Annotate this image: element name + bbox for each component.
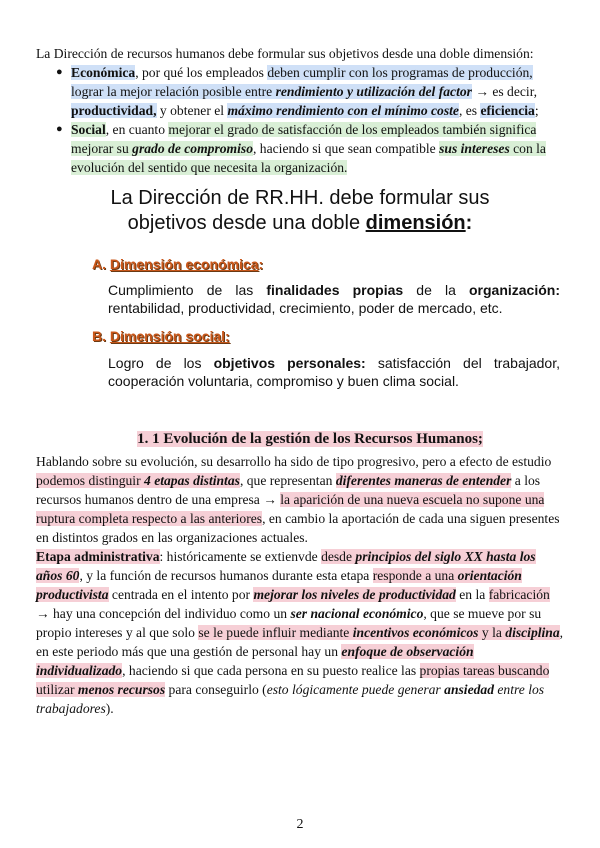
- text: Logro de los: [108, 355, 214, 371]
- text: entre los trabajadores: [36, 682, 545, 716]
- paragraph-administrative: [36, 547, 564, 718]
- text: → hay una concepción del individuo como un: [36, 606, 291, 621]
- text: sus intereses: [439, 141, 510, 156]
- slide-title-underlined: dimensión: [365, 212, 466, 234]
- text: esto lógicamente puede generar: [266, 682, 445, 697]
- list-item-economic: [36, 63, 566, 120]
- text: A.: [92, 256, 110, 272]
- text: finalidades propias: [266, 282, 404, 298]
- slide-title-line2: objetivos desde una doble: [127, 212, 366, 234]
- text: , por qué los empleados: [135, 65, 268, 80]
- intro-block: [36, 44, 566, 177]
- text: para conseguirlo (: [165, 682, 267, 697]
- text: desde: [321, 549, 356, 564]
- economic-label: Económica: [71, 65, 136, 80]
- text: 4 etapas distintas: [144, 473, 240, 488]
- bullet-icon: ●: [56, 66, 63, 78]
- text: incentivos económicos: [352, 625, 479, 640]
- text: rentabilidad, productividad, crecimiento, poder de mercado, etc.: [108, 300, 503, 316]
- text: Hablando sobre su evolución, su desarrollo ha sido de tipo progresivo, pero a efecto de estudio: [36, 454, 552, 469]
- text: : históricamente se extienvde: [159, 549, 322, 564]
- text: en la: [455, 587, 489, 602]
- text: , haciendo si que sean compatible: [253, 141, 440, 156]
- text: responde a una: [372, 568, 458, 583]
- text: Dimensión social:: [109, 328, 230, 344]
- text: objetivos personales:: [213, 355, 366, 371]
- text: principios del siglo XX hasta los años 60: [36, 549, 536, 583]
- text: B.: [92, 328, 110, 344]
- text: , que representan: [239, 473, 336, 488]
- text: :: [465, 212, 473, 234]
- text: ansiedad: [444, 682, 494, 697]
- dimension-list: [36, 63, 566, 177]
- text: mejorar el grado de satisfacción de los empleados también significa mejorar su: [71, 122, 537, 156]
- text: organización:: [468, 282, 560, 298]
- text: fabricación: [488, 587, 550, 602]
- text: :: [258, 256, 264, 272]
- text: ).: [105, 701, 114, 716]
- text: menos recursos: [77, 682, 166, 697]
- section-heading-text: 1. 1 Evolución de la gestión de los Recursos Humanos;: [137, 431, 483, 447]
- text: , que se mueve por su propio intereses y al que solo: [36, 606, 542, 640]
- text: la aparición de una nueva escuela no supone una ruptura completa respecto a las anteriores: [36, 492, 545, 526]
- text: se le puede influir mediante: [198, 625, 353, 640]
- text: , haciendo si que cada persona en su puesto realice las: [122, 663, 420, 678]
- text: y la: [478, 625, 506, 640]
- text: ;: [534, 103, 539, 118]
- text: a los recursos humanos dentro de una empresa →: [36, 473, 541, 507]
- text: disciplina: [505, 625, 560, 640]
- text: máximo rendimiento con el mínimo coste: [227, 103, 459, 118]
- social-label: Social: [71, 122, 106, 137]
- text: centrada en el intento por: [108, 587, 254, 602]
- text: , es: [458, 103, 481, 118]
- slide-title: [40, 186, 560, 236]
- text: , en cambio la aportación de cada una siguen presentes en distintos grados en las organizaciones actuales.: [36, 511, 560, 545]
- text: podemos distinguir: [36, 473, 144, 488]
- text: diferentes maneras de entender: [335, 473, 512, 488]
- text: grado de compromiso: [132, 141, 253, 156]
- text: enfoque de observación individualizado: [36, 644, 474, 678]
- text: → es decir,: [471, 84, 538, 99]
- text: eficiencia: [480, 103, 535, 118]
- text: con la evolución del sentido que necesita la organización.: [71, 141, 546, 175]
- page-number: 2: [296, 817, 304, 832]
- text: mejorar los niveles de productividad: [253, 587, 456, 602]
- text: orientación productivista: [36, 568, 522, 602]
- text: Dimensión económica: [109, 256, 259, 272]
- section-b-heading: [92, 328, 560, 344]
- text: propias tareas buscando utilizar: [36, 663, 550, 697]
- section-body: [36, 452, 564, 718]
- stage-label: Etapa administrativa: [36, 549, 160, 564]
- text: y obtener el: [156, 103, 228, 118]
- section-b-body: [108, 354, 560, 390]
- text: ser nacional económico: [290, 606, 424, 621]
- bullet-icon: ●: [56, 123, 63, 135]
- text: Cumplimiento de las: [108, 282, 267, 298]
- section-a-body: [108, 281, 560, 317]
- text: lograr la mejor relación posible entre: [71, 84, 276, 99]
- text: de la: [403, 282, 469, 298]
- text: rendimiento y utilización del factor: [275, 84, 472, 99]
- intro-line: La Dirección de recursos humanos debe formular sus objetivos desde una doble dimensión:: [36, 46, 534, 61]
- paragraph-evolution: [36, 452, 564, 547]
- list-item-social: [36, 120, 566, 177]
- slide-image: [40, 186, 560, 390]
- text: , en cuanto: [105, 122, 169, 137]
- text: , y la función de recursos humanos durante esta etapa: [79, 568, 373, 583]
- text: deben cumplir con los programas de producción,: [267, 65, 533, 80]
- section-heading: [120, 430, 500, 449]
- text: productividad,: [71, 103, 157, 118]
- section-a-heading: [92, 256, 560, 272]
- text: satisfacción del trabajador, cooperación voluntaria, compromiso y buen clima social.: [108, 355, 560, 389]
- slide-title-line1: La Dirección de RR.HH. debe formular sus: [110, 187, 490, 209]
- text: , en este periodo más que una gestión de personal hay un: [36, 625, 564, 659]
